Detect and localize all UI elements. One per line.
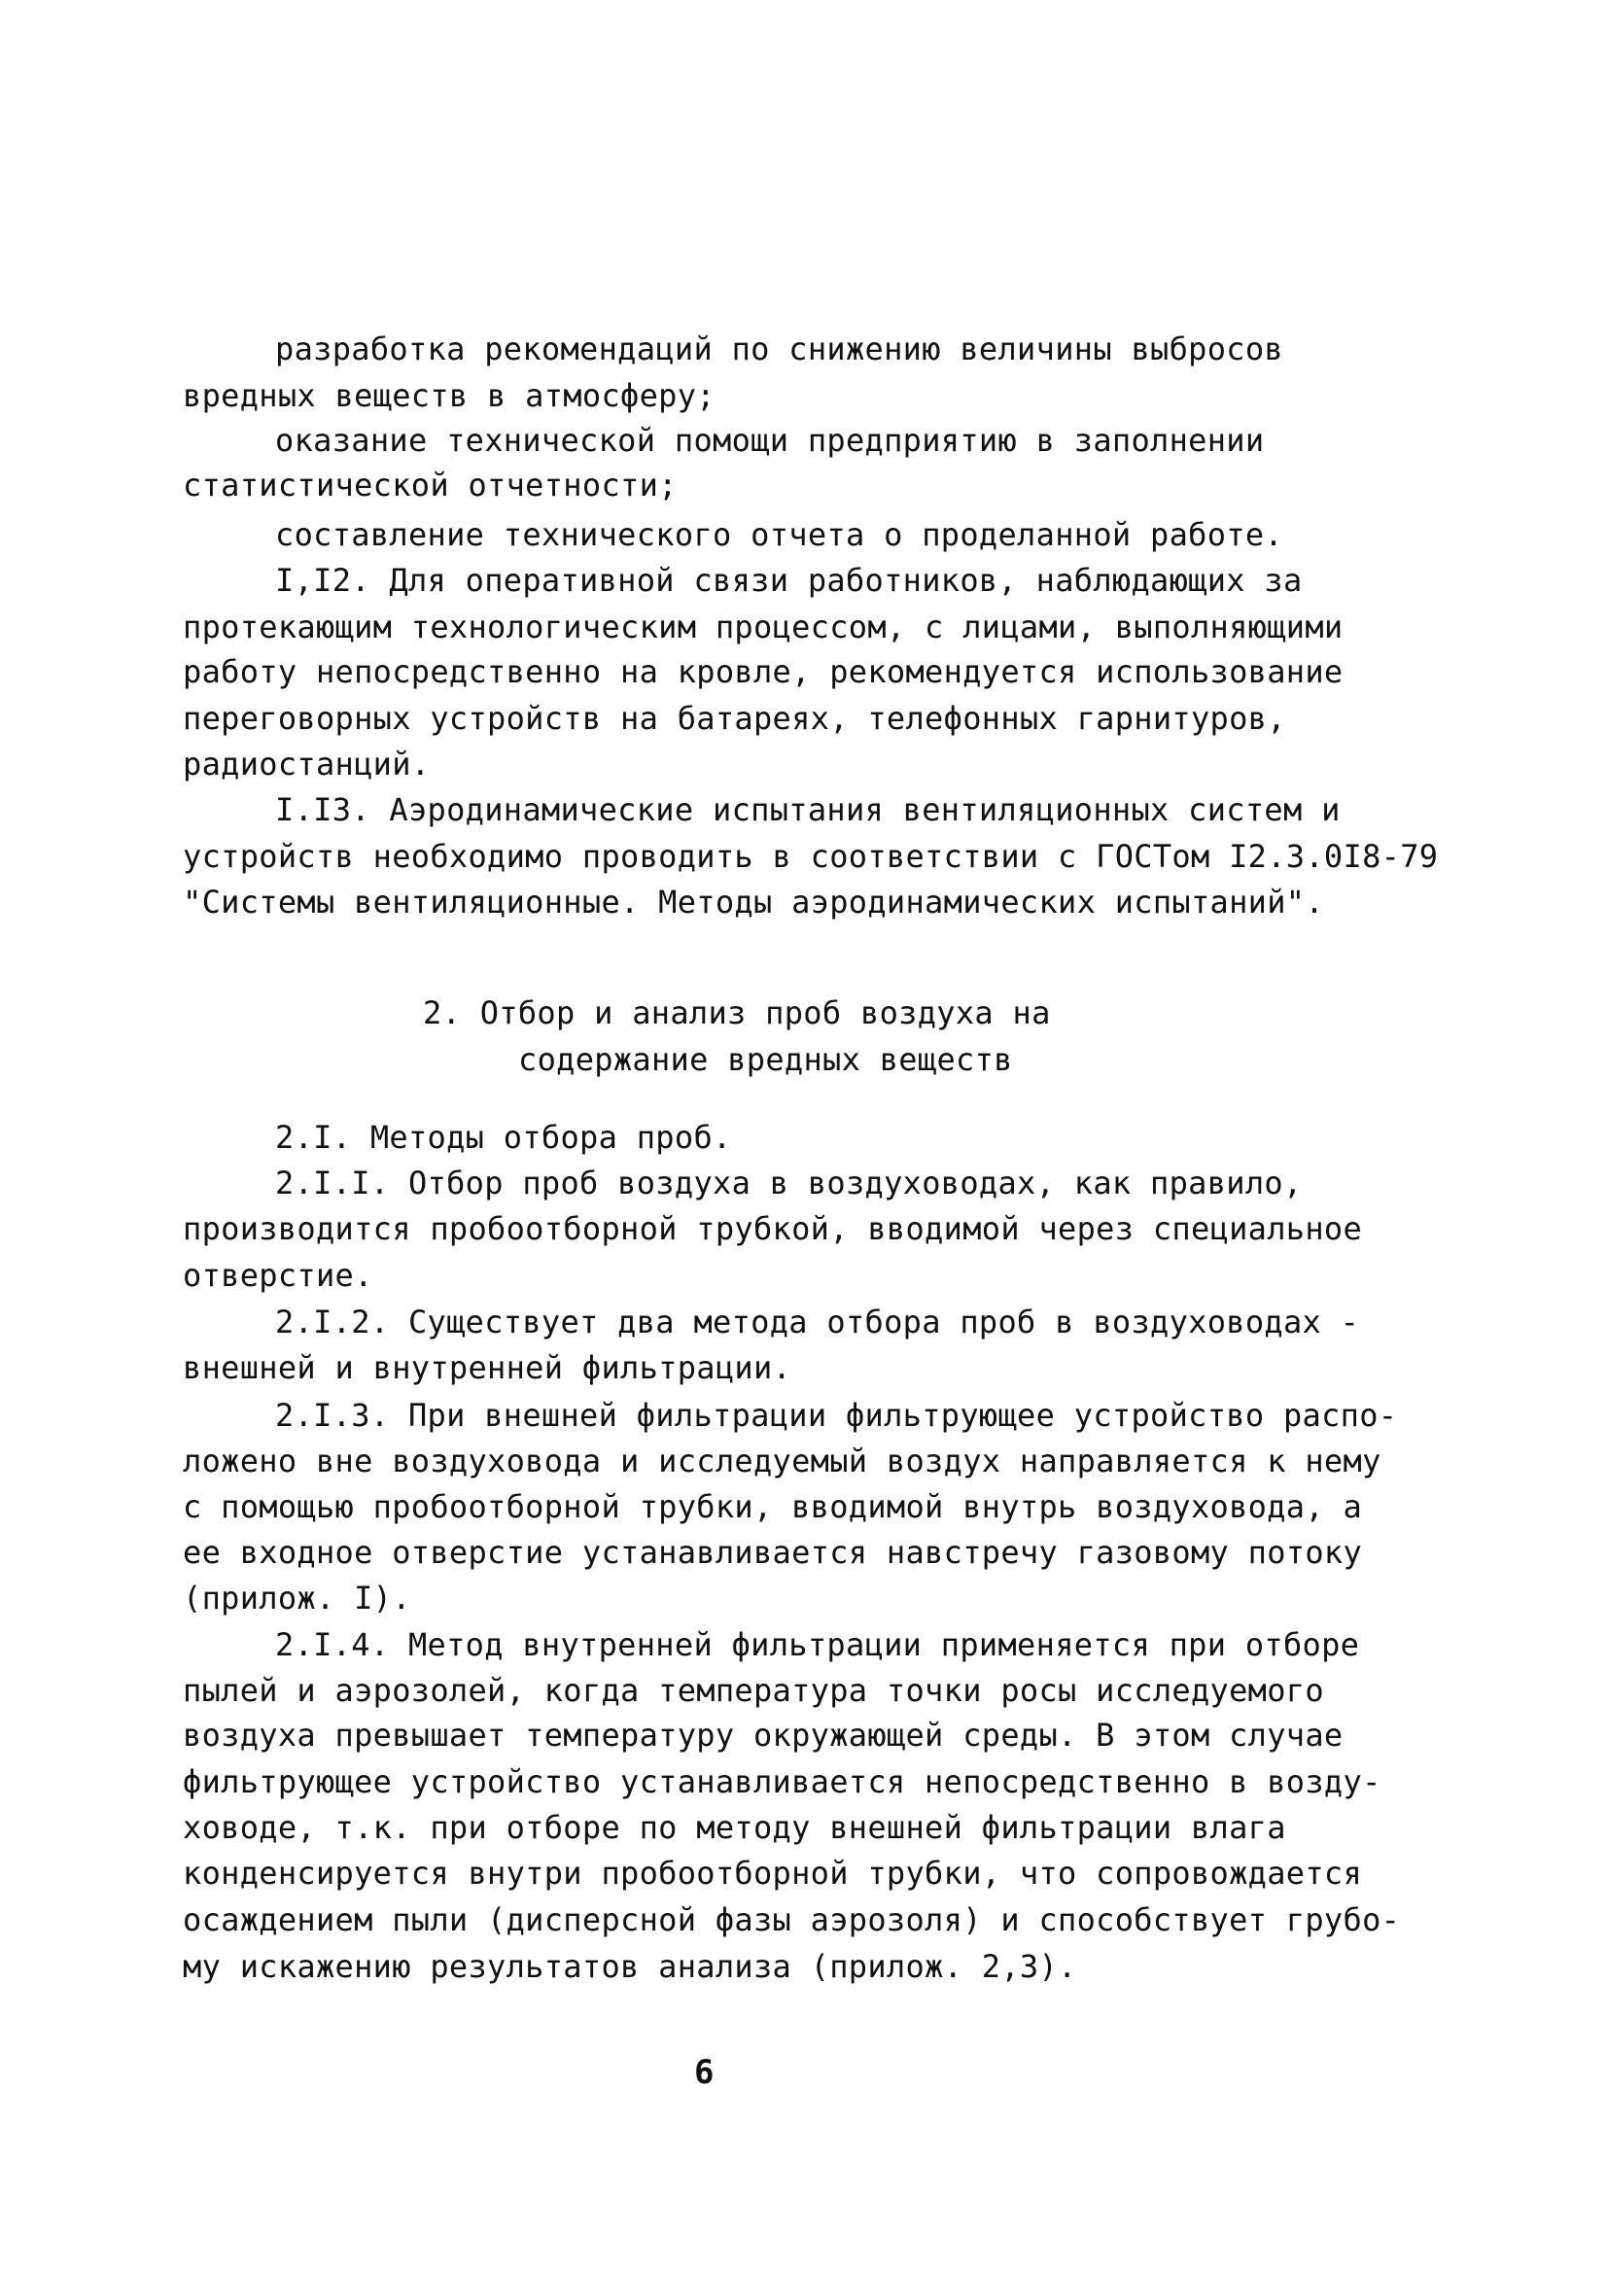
body-line: работу непосредственно на кровле, рекомендуется использование [183,653,1344,690]
body-line: конденсируется внутри пробоотборной трубки, что сопровождается [183,1855,1363,1892]
body-line: радиостанций. [183,746,431,783]
body-line: 2.I.2. Существует два метода отбора проб в воздуховодах - [275,1304,1360,1340]
body-line: I,I2. Для оперативной связи работников, наблюдающих за [275,562,1303,599]
body-line: внешней и внутренней фильтрации. [183,1349,792,1386]
body-line: фильтрующее устройство устанавливается непосредственно в возду- [183,1763,1381,1800]
page-number: 6 [694,2053,715,2092]
body-line: устройств необходимо проводить в соответствии с ГОСТом I2.3.0I8-79 [183,838,1439,875]
body-line: ховоде, т.к. при отборе по методу внешней фильтрации влага [183,1809,1286,1846]
body-line: 2.I. Методы отбора проб. [275,1119,732,1156]
body-line: I.I3. Аэродинамические испытания вентиляционных систем и [275,791,1341,828]
body-line: оказание технической помощи предприятию в заполнении [275,422,1265,459]
body-line: с помощью пробоотборной трубки, вводимой внутрь воздуховода, а [183,1488,1363,1525]
body-line: воздуха превышает температуру окружающей среды. В этом случае [183,1717,1344,1754]
body-line: переговорных устройств на батареях, телефонных гарнитуров, [183,700,1286,737]
body-line: му искажению результатов анализа (прилож. 2,3). [183,1948,1077,1985]
section-heading: 2. Отбор и анализ проб воздуха на [423,994,1051,1031]
body-line: отверстие. [183,1257,373,1294]
body-line: разработка рекомендаций по снижению величины выбросов [275,330,1283,367]
body-line: статистической отчетности; [183,467,678,504]
body-line: ложено вне воздуховода и исследуемый воздух направляется к нему [183,1443,1381,1479]
body-line: 2.I.3. При внешней фильтрации фильтрующее устройство распо- [275,1397,1398,1434]
body-line: ее входное отверстие устанавливается навстречу газовому потоку [183,1534,1363,1571]
body-line: осаждением пыли (дисперсной фазы аэрозоля) и способствует грубо- [183,1901,1401,1938]
section-heading: содержание вредных веществ [518,1041,1013,1078]
body-line: (прилож. I). [183,1580,411,1617]
body-line: 2.I.I. Отбор проб воздуха в воздуховодах, как правило, [275,1165,1303,1201]
body-line: вредных веществ в атмосферу; [183,377,716,414]
body-line: "Системы вентиляционные. Методы аэродинамических испытаний". [183,884,1324,921]
body-line: составление технического отчета о проделанной работе. [275,516,1283,553]
body-line: 2.I.4. Метод внутренней фильтрации применяется при отборе [275,1626,1360,1663]
body-line: протекающим технологическим процессом, с лицами, выполняющими [183,609,1344,645]
body-line: производится пробоотборной трубкой, вводимой через специальное [183,1210,1363,1247]
body-line: пылей и аэрозолей, когда температура точки росы исследуемого [183,1672,1324,1709]
